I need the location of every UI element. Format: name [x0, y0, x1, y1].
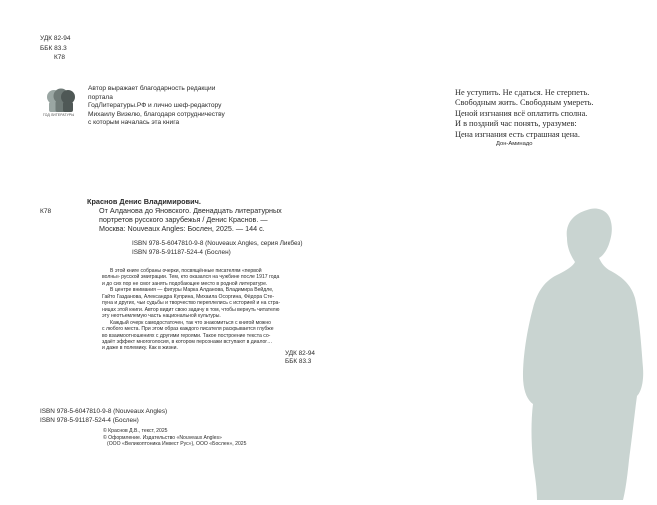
annotation-line: В центре внимания — фигуры Марка Алданова, Владимира Вейдле,	[110, 287, 274, 294]
standing-man-silhouette	[517, 200, 647, 500]
ack-line: Автор выражает благодарность редакции портала	[88, 85, 216, 101]
copyright-line: © Оформление. Издательство «Nouveaux Angles»	[103, 434, 222, 441]
isbn-bottom-block	[40, 408, 167, 425]
bibliographic-record	[87, 197, 327, 234]
annotation-line: и до сих пор не смог занять подобающее место в родной литературе.	[102, 280, 268, 287]
annotation-line: пуна и других, чьи судьбы и творчество переплелись с историей и на стра-	[102, 300, 281, 307]
epigraph-line: Свободным жить. Свободным умереть.	[455, 98, 594, 108]
title-line: От Алданова до Яновского. Двенадцать литературных	[99, 206, 282, 215]
udk-code: УДК 82-94	[40, 35, 71, 42]
classification-codes	[40, 34, 70, 63]
ack-line: с которым началась эта книга	[88, 119, 180, 127]
isbn-line: ISBN 978-5-91187-524-4 (Бослен)	[132, 248, 231, 256]
annotation-line: с любого места. При этом образ каждого писателя раскрывается глубже	[102, 326, 274, 333]
author-heading: Краснов Денис Владимирович.	[87, 197, 201, 206]
isbn-line: ISBN 978-5-6047810-9-8 (Nouveaux Angles, серия Ликбез)	[132, 240, 303, 247]
copyright-line: (ООО «Великоптоника Инвест Рус»), ООО «Бослен», 2025	[107, 441, 247, 447]
annotation-line: Гайто Газданова, Александра Куприна, Михаила Осоргина, Фёдора Сте-	[102, 293, 275, 300]
bbk-code: ББК 83.3	[285, 358, 312, 366]
udk-code: УДК 82-94	[285, 350, 315, 357]
isbn-line: ISBN 978-5-91187-524-4 (Бослен)	[40, 416, 139, 424]
annotation-line: волны» русской эмиграции. Тем, кто оказался на чужбине после 1917 года	[102, 274, 280, 281]
author-mark: К78	[54, 54, 66, 61]
man-silhouette-icon	[517, 200, 647, 500]
annotation-paragraph-1	[102, 268, 320, 320]
udk-bbk-bottom	[285, 350, 315, 367]
isbn-line: ISBN 978-5-6047810-9-8 (Nouveaux Angles)	[40, 408, 168, 415]
epigraph-author: Дон-Аминадо	[496, 141, 533, 147]
ack-line: ГодЛитературы.РФ и лично шеф-редактору	[88, 102, 222, 110]
biblio-author-mark: К78	[40, 208, 52, 215]
annotation-paragraph-2	[102, 320, 320, 352]
ack-line: Михаилу Визелю, благодаря сотрудничеству	[88, 110, 225, 118]
annotation	[102, 268, 320, 352]
annotation-line: ницах этой книги. Автор видит свою задачу в том, чтобы вернуть читателю	[102, 306, 280, 313]
acknowledgment-text	[88, 85, 238, 128]
bbk-code: ББК 83.3	[40, 44, 67, 52]
title-line: портретов русского зарубежья / Денис Краснов. —	[99, 215, 268, 225]
epigraph-line: Цена изгнания есть страшная цена.	[455, 129, 580, 139]
annotation-line: Каждый очерк самодостаточен, так что знакомиться с книгой можно	[110, 319, 271, 326]
epigraph-line: Ценой изгнания всё оплатить сполна.	[455, 108, 588, 118]
isbn-inner-block	[132, 240, 302, 257]
annotation-line: и даже в полемику. Как в жизни.	[102, 345, 178, 352]
title-line: Москва: Nouveaux Angles: Бослен, 2025. — 144 с.	[99, 224, 265, 234]
annotation-line: эту неотъемлемую часть национальной культуры.	[102, 313, 221, 320]
title-block	[99, 206, 327, 234]
annotation-line: В этой книге собраны очерки, посвящённые писателям «первой	[110, 268, 262, 274]
epigraph	[455, 88, 635, 140]
god-literatury-logo	[42, 84, 80, 122]
copyright-line: © Краснов Д.В., текст, 2025	[103, 428, 168, 434]
epigraph-line: Не уступить. Не сдаться. Не стерпеть.	[455, 88, 590, 97]
logo-caption: ГОД ЛИТЕРАТУРЫ	[43, 113, 75, 117]
annotation-line: здаёт эффект многоголосия, в котором персонажи вступают в диалог…	[102, 338, 273, 345]
annotation-line: во взаимоотношениях с другими героями. Такое построение текста со-	[102, 332, 271, 339]
copyright-block	[103, 428, 246, 448]
epigraph-line: И в поздний час понять, уразумев:	[455, 119, 577, 129]
